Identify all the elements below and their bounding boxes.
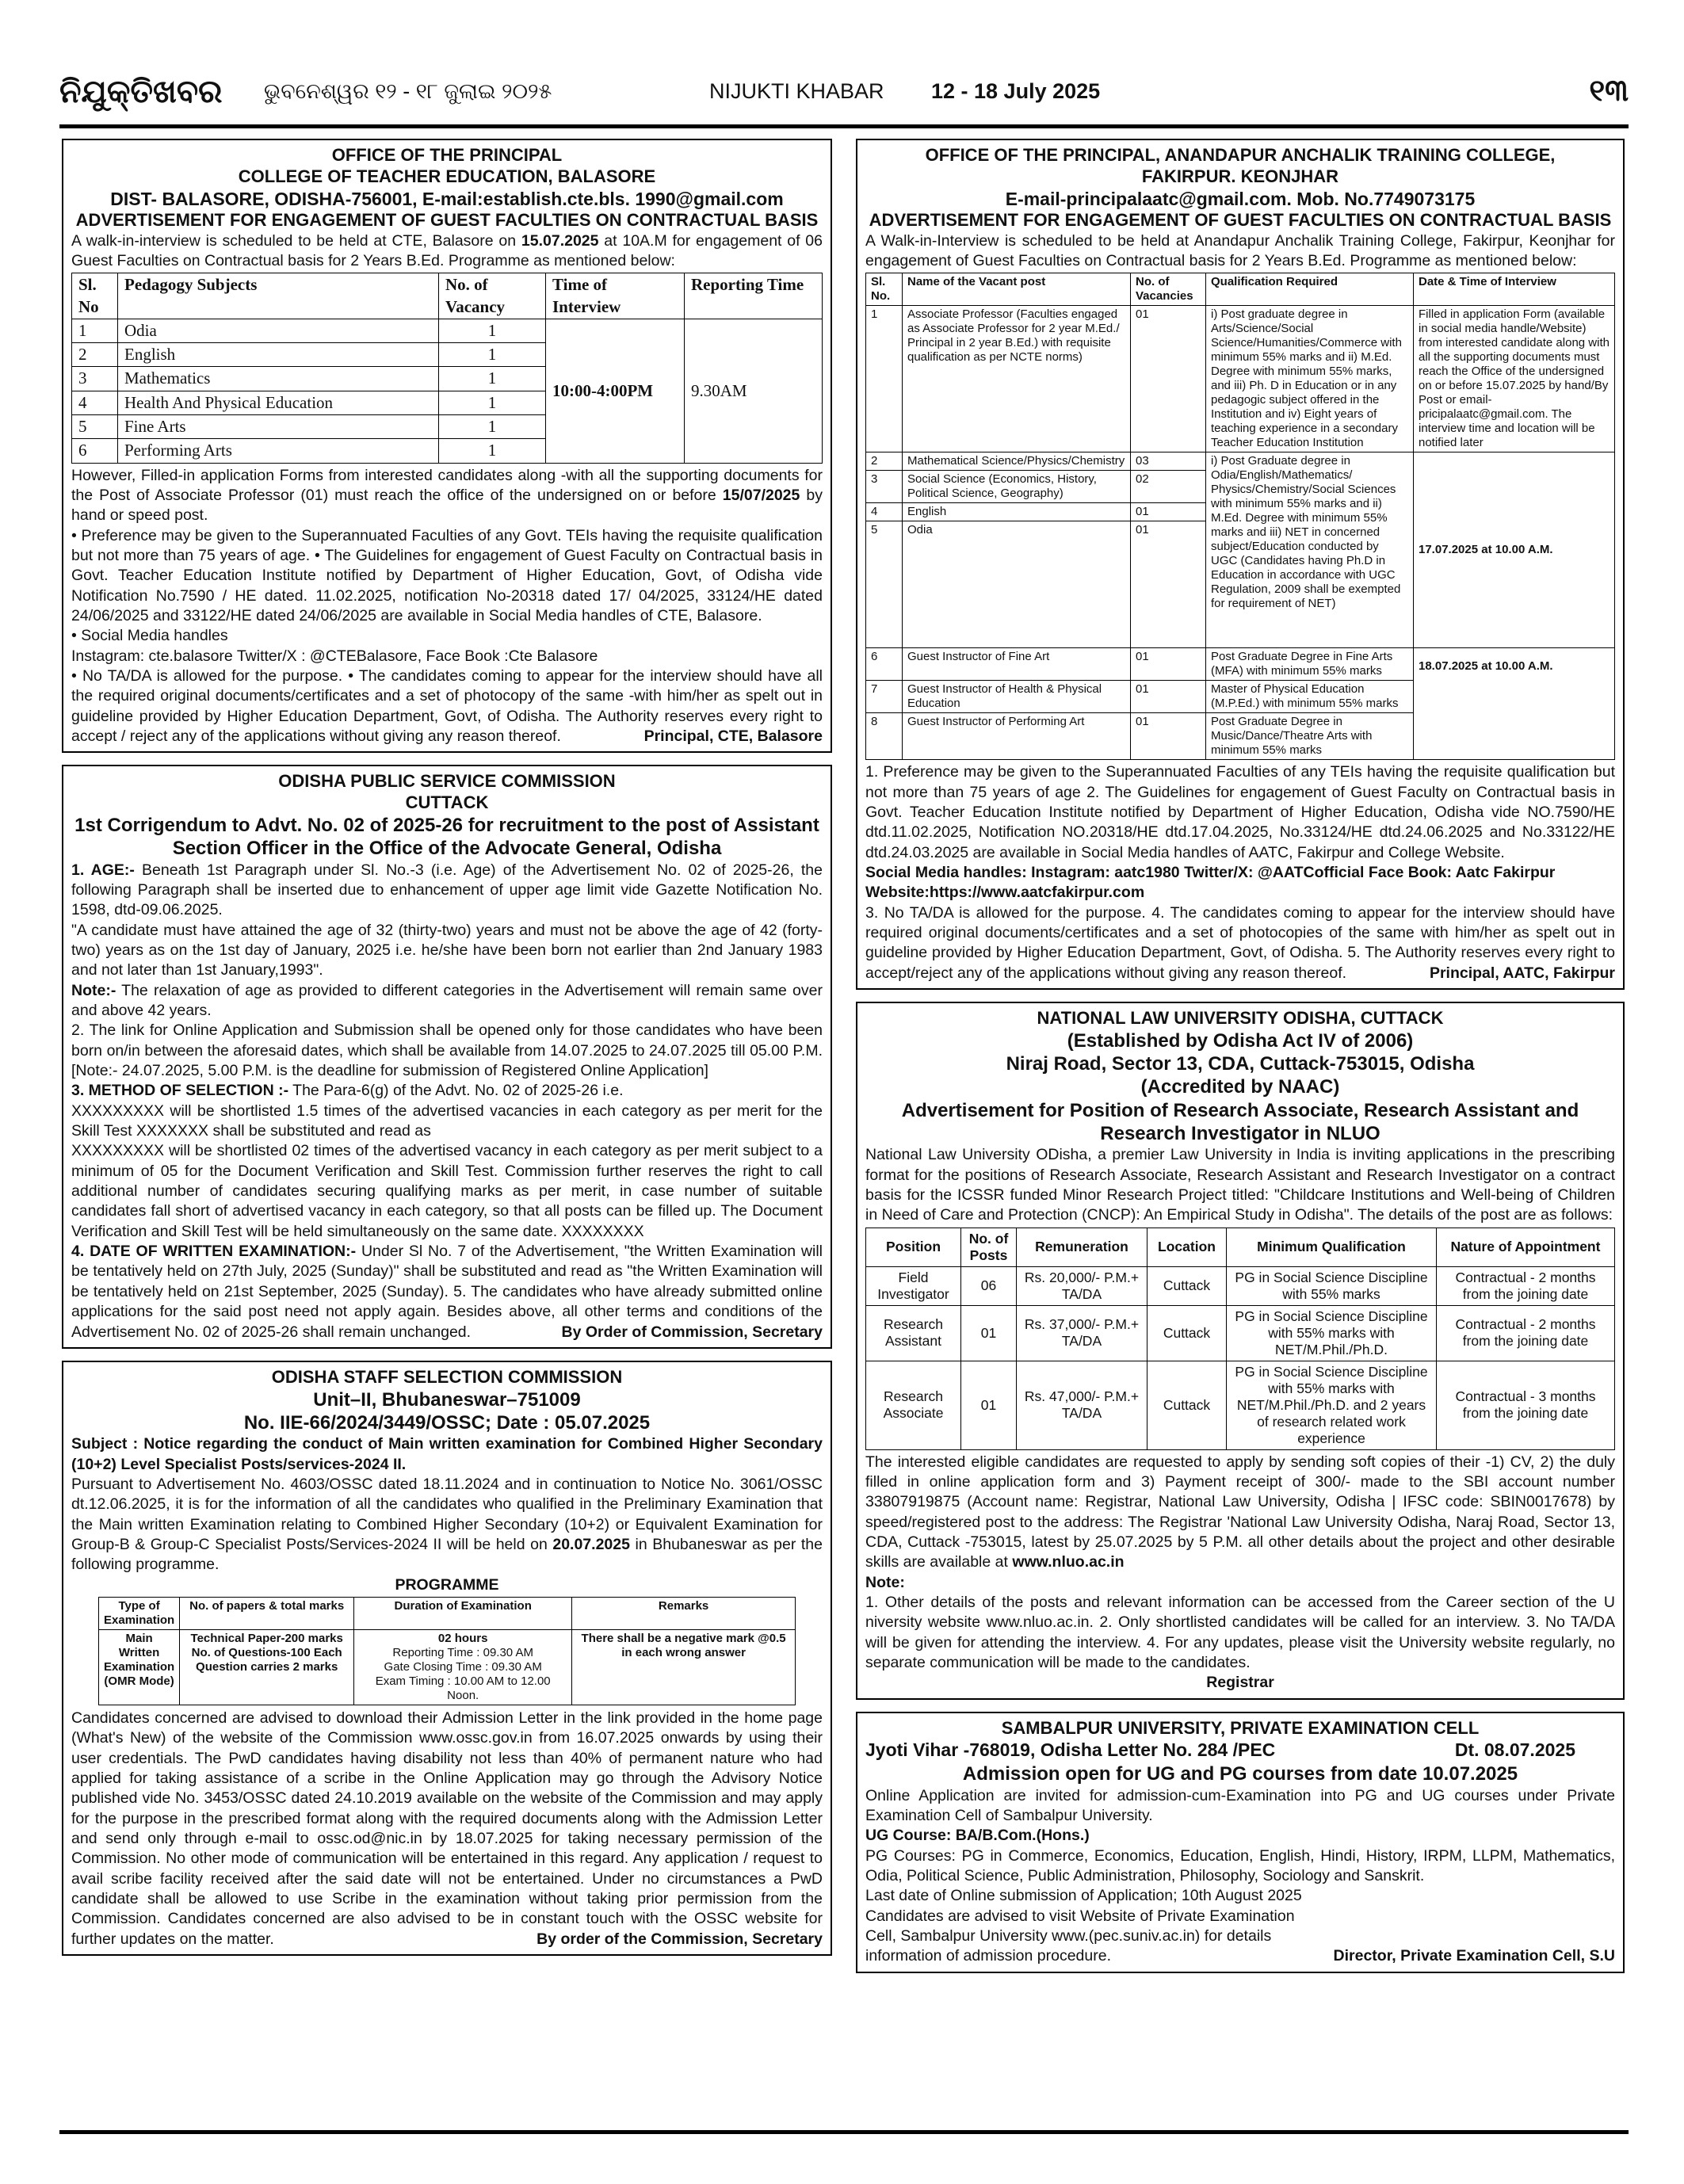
ossc-signature: By order of the Commission, Secretary <box>537 1930 823 1948</box>
cte-intro-a: A walk-in-interview is scheduled to be held at CTE, Balasore on <box>71 231 521 250</box>
opsc-sel-label: 3. METHOD OF SELECTION :- <box>71 1082 289 1100</box>
cte-signature: Principal, CTE, Balasore <box>643 727 823 746</box>
cell-sl: 1 <box>866 306 903 452</box>
cell-qualification: i) Post graduate degree in Arts/Science/Social Science/Humanities/Commerce with minimum 55% marks and ii) M.Ed. Degree with minimum 55% marks, and iii) Ph. D in Education or in any pedagogic subject offered in the Institution and iv) Eight years of teaching experience in a secondary Teacher Education Institution <box>1206 306 1414 452</box>
aatc-advertisement <box>856 139 1625 990</box>
th-qualification: Qualification Required <box>1206 273 1414 306</box>
cell-date: 18.07.2025 at 10.00 A.M. <box>1414 648 1615 760</box>
nluo-para-2 <box>865 1453 1615 1573</box>
cell-vacancy: 01 <box>1131 306 1206 452</box>
cell-vacancy: 1 <box>439 343 546 367</box>
cell-vacancy: 02 <box>1131 471 1206 503</box>
cell-duration <box>354 1629 572 1705</box>
cell-papers: Technical Paper-200 marks No. of Questions-100 Each Question carries 2 marks <box>180 1629 354 1705</box>
su-letter-no: Jyoti Vihar -768019, Odisha Letter No. 284 /PEC <box>865 1739 1276 1761</box>
su-p4: information of admission procedure. <box>865 1947 1111 1965</box>
th-papers: No. of papers & total marks <box>180 1597 354 1629</box>
cte-intro-b: at 10A.M for engagement of 06 Guest Faculties on Contractual basis for 2 Years B.Ed. Programme as mentioned below: <box>71 231 823 269</box>
su-letter-date: Dt. 08.07.2025 <box>1454 1739 1575 1761</box>
newspaper-title: NIJUKTI KHABAR <box>709 79 884 103</box>
cell-sl: 4 <box>866 503 903 521</box>
odia-date: ଭୁବନେଶ୍ୱର ୧୨ - ୧୮ ଜୁଲାଇ ୨୦୨୫ <box>264 79 552 103</box>
masthead <box>59 73 1629 128</box>
ossc-heading-1: ODISHA STAFF SELECTION COMMISSION <box>271 1366 623 1387</box>
th-duration: Duration of Examination <box>354 1597 572 1629</box>
opsc-age-label: 1. AGE:- <box>71 861 135 879</box>
cell-qualification: i) Post Graduate degree in Odia/English/Mathematics/ Physics/Chemistry/Social Sciences with minimum 55% marks and ii) M.Ed. Degree with minimum 55% marks and iii) NET in concerned subject/Education conducted by UGC (Candidates having Ph.D in Education in accordance with UGC Regulation, 2009 shall be exempted for requirement of NET) <box>1206 452 1414 648</box>
opsc-para-2: 2. The link for Online Application and Submission shall be opened only for those candidates who have been born on/in between the aforesaid dates, which shall be available from 14.07.2025 to 24.07.2025 till 05.00 P.M. [Note:- 24.07.2025, 5.00 P.M. is the deadline for submission of Registered Online Application] <box>71 1021 823 1080</box>
cte-p1b: by hand or speed post. <box>71 486 823 525</box>
cell-qualification: PG in Social Science Discipline with 55% marks <box>1227 1266 1437 1305</box>
cell-post: English <box>903 503 1131 521</box>
th-location: Location <box>1147 1228 1227 1266</box>
cell-subject: Mathematics <box>118 367 439 391</box>
aatc-social: Social Media handles: Instagram: aatc1980 Twitter/X: @AATCofficial Face Book: Aatc Fakirpur Website:https://www.aatcfakirpur.com <box>865 863 1556 902</box>
cell-vacancy: 01 <box>1131 648 1206 681</box>
nluo-heading-1: NATIONAL LAW UNIVERSITY ODISHA, CUTTACK <box>1037 1008 1444 1028</box>
th-time: Time of Interview <box>546 273 685 319</box>
cell-sl: 6 <box>866 648 903 681</box>
cell-subject: Performing Arts <box>118 439 439 463</box>
table-row <box>866 452 1615 471</box>
cell-qualification: Master of Physical Education (M.P.Ed.) with minimum 55% marks <box>1206 681 1414 713</box>
gate-closing-time: Gate Closing Time : 09.30 AM <box>384 1659 542 1674</box>
page-number: ୧୩ <box>1589 74 1629 108</box>
nluo-p2a: The interested eligible candidates are requested to apply by sending soft copies of their -1) CV, 2) the duly filled in online application form and 3) Payment receipt of 300/- made to the SBI account number 33807919875 (Account name: Registrar, National Law University, Odisha | IFSC code: SBIN0017678) by speed/registered post to the address: The Registrar 'National Law University Odisha, Naraj Road, Sector 13, CDA, Cuttack -753015, latest by 25.07.2025 by 5 P.M. all other details about the project and other desirable skills are available at <box>865 1453 1615 1571</box>
cte-intro <box>71 231 823 272</box>
footer-rule <box>59 2130 1629 2134</box>
cell-vacancy: 01 <box>1131 521 1206 648</box>
aatc-intro: A Walk-in-Interview is scheduled to be held at Anandapur Anchalik Training College, Fakirpur, Keonjhar for engagement of Guest Faculties on Contractual basis for 2 Years B.Ed. Programme as mentioned below: <box>865 231 1615 269</box>
su-para-3: Cell, Sambalpur University www.(pec.suniv.ac.in) for details <box>865 1927 1272 1945</box>
table-row <box>866 1266 1615 1305</box>
ossc-p1b: in Bhubaneswar as per the following programme. <box>71 1535 823 1574</box>
opsc-date-label: 4. DATE OF WRITTEN EXAMINATION:- <box>71 1243 357 1261</box>
opsc-advertisement <box>62 765 832 1348</box>
cell-post: Associate Professor (Faculties engaged as Associate Professor for 2 year M.Ed./ Principal in 2 year B.Ed.) with requisite qualification as per NCTE norms) <box>903 306 1131 452</box>
cell-posts: 01 <box>961 1361 1017 1449</box>
aatc-ad-title: ADVERTISEMENT FOR ENGAGEMENT OF GUEST FACULTIES ON CONTRACTUAL BASIS <box>869 209 1612 230</box>
cell-sl: 3 <box>866 471 903 503</box>
table-row <box>866 1361 1615 1449</box>
nluo-heading-4: (Accredited by NAAC) <box>1140 1076 1340 1098</box>
cell-sl: 2 <box>72 343 118 367</box>
duration-title: 02 hours <box>437 1631 488 1645</box>
cell-type: Main Written Examination (OMR Mode) <box>99 1629 180 1705</box>
cell-post: Social Science (Economics, History, Political Science, Geography) <box>903 471 1131 503</box>
cell-sl: 7 <box>866 681 903 713</box>
cell-location: Cuttack <box>1147 1361 1227 1449</box>
cell-sl: 2 <box>866 452 903 471</box>
reporting-time: Reporting Time : 09.30 AM <box>392 1645 533 1659</box>
th-position: Position <box>866 1228 961 1266</box>
ossc-subject: Subject : Notice regarding the conduct of Main written examination for Combined Higher Secondary (10+2) Level Specialist Posts/services-2024 II. <box>71 1435 823 1473</box>
cell-vacancy: 1 <box>439 439 546 463</box>
table-row <box>72 319 823 342</box>
cell-position: Research Assistant <box>866 1305 961 1361</box>
cell-vacancy: 01 <box>1131 681 1206 713</box>
cte-p1a: However, Filled-in application Forms from interested candidates along -with all the supporting documents for the Post of Associate Professor (01) must reach the office of the undersigned on or before <box>71 466 823 504</box>
th-reporting: Reporting Time <box>685 273 823 319</box>
su-heading-2 <box>865 1739 1615 1762</box>
su-para-4 <box>865 1946 1615 1966</box>
opsc-selection-2: XXXXXXXXX will be shortlisted 1.5 times of the advertised vacancies in each category as per merit for the Skill Test XXXXXXX shall be substituted and read as <box>71 1102 823 1140</box>
cell-location: Cuttack <box>1147 1305 1227 1361</box>
cell-vacancy: 1 <box>439 391 546 414</box>
opsc-signature: By Order of Commission, Secretary <box>561 1323 823 1341</box>
opsc-selection-3: XXXXXXXXX will be shortlisted 02 times of the advertised vacancy in each category as per merit subject to a minimum of 05 for the Document Verification and Skill Test. Commission further reserves the right to call additional number of candidates securing qualifying marks as per merit, in case number of suitable candidates fall short of advertised vacancy in each category, so that all posts can be filled up. The Document Verification and Skill Test will be held simultaneously on the same date. XXXXXXXX <box>71 1142 823 1240</box>
ossc-programme-table <box>98 1597 796 1705</box>
cte-para-1 <box>71 466 823 526</box>
cte-para-2: • Preference may be given to the Superannuated Faculties of any Govt. TEIs having the requisite qualification but not more than 75 years of age. • The Guidelines for engagement of Guest Faculty on Contractual basis in Govt. Teacher Education Institute notified by Department of Higher Education, Govt, of Odisha vide Notification No.7590 / HE dated. 11.02.2025, notification No-20318 dated 17/ 04/2025, 33124/HE dated 24/06/2025 and 33122/HE dated 24/06/2025 are available in Social Media handles of CTE, Balasore. <box>71 526 823 624</box>
th-posts: No. of Posts <box>961 1228 1017 1266</box>
aatc-heading-1: OFFICE OF THE PRINCIPAL, ANANDAPUR ANCHALIK TRAINING COLLEGE, <box>925 145 1556 165</box>
opsc-age-text: Beneath 1st Paragraph under Sl. No.-3 (i.e. Age) of the Advertisement No. 02 of 2025-26, the following Paragraph shall be inserted due to enhancement of upper age limit vide Gazette Notification No. 1598, dtd-09.06.2025. <box>71 861 823 919</box>
th-vacancy: No. of Vacancy <box>439 273 546 319</box>
nluo-note-label: Note: <box>865 1573 905 1591</box>
su-heading-1: SAMBALPUR UNIVERSITY, PRIVATE EXAMINATION CELL <box>1001 1717 1480 1738</box>
th-type: Type of Examination <box>99 1597 180 1629</box>
nluo-signature: Registrar <box>1206 1674 1274 1692</box>
th-date: Date & Time of Interview <box>1414 273 1615 306</box>
cte-para-5 <box>71 666 823 746</box>
cell-nature: Contractual - 2 months from the joining date <box>1437 1266 1615 1305</box>
nluo-advertisement <box>856 1002 1625 1700</box>
cell-sl: 6 <box>72 439 118 463</box>
su-pg: PG Courses: PG in Commerce, Economics, Education, English, Hindi, History, IRPM, LLPM, Mathematics, Odia, Political Science, Public Administration, Philosophy, Sociology and Sanskrit. <box>865 1846 1615 1885</box>
th-remuneration: Remuneration <box>1017 1228 1147 1266</box>
cell-reporting: 9.30AM <box>685 319 823 463</box>
cte-address: DIST- BALASORE, ODISHA-756001, E-mail:establish.cte.bls. 1990@gmail.com <box>110 188 784 209</box>
aatc-p3: 3. No TA/DA is allowed for the purpose. 4. The candidates coming to appear for the interview should have required original documents/certificates and a set of photocopies of the same with him/her as spelt out in guideline provided by Higher Education Department, Govt, of Odisha. 5. The Authority reserves every right to accept/reject any of the applications without giving any reason thereof. <box>865 903 1615 982</box>
cell-subject: Fine Arts <box>118 415 439 439</box>
th-post: Name of the Vacant post <box>903 273 1131 306</box>
cell-location: Cuttack <box>1147 1266 1227 1305</box>
right-column <box>856 139 1625 1985</box>
su-last-date: Last date of Online submission of Application; 10th August 2025 <box>865 1887 1302 1905</box>
th-sl: Sl. No <box>72 273 118 319</box>
cte-vacancy-table <box>71 273 823 463</box>
th-qualification: Minimum Qualification <box>1227 1228 1437 1266</box>
issue-date: 12 - 18 July 2025 <box>931 79 1101 103</box>
cell-qualification: PG in Social Science Discipline with 55% marks with NET/M.Phil./Ph.D. and 2 years of research related work experience <box>1227 1361 1437 1449</box>
nluo-para-3: 1. Other details of the posts and relevant information can be accessed from the Career section of the U niversity website www.nluo.ac.in. 2. Only shortlisted candidates will be called for an interview. 3. No TA/DA will be given for attending the interview. 4. For any updates, please visit the University website regularly, no separate communication will be made to the candidates. <box>865 1593 1615 1671</box>
newspaper-logo: ନିଯୁକ୍ତିଖବର <box>59 74 223 109</box>
aatc-signature: Principal, AATC, Fakirpur <box>1429 964 1615 982</box>
nluo-heading-3: Niraj Road, Sector 13, CDA, Cuttack-753015, Odisha <box>1006 1053 1475 1075</box>
cell-posts: 01 <box>961 1305 1017 1361</box>
cell-vacancy: 1 <box>439 367 546 391</box>
cell-remarks: There shall be a negative mark @0.5 in each wrong answer <box>572 1629 796 1705</box>
table-row <box>866 1305 1615 1361</box>
cell-post: Guest Instructor of Performing Art <box>903 713 1131 760</box>
nluo-website[interactable]: www.nluo.ac.in <box>1012 1553 1125 1571</box>
aatc-para-1: 1. Preference may be given to the Superannuated Faculties of any TEIs having the requisite qualification but not more than 75 years of age 2. The Guidelines for engagement of Guest Faculty on Contractual basis in Govt. Teacher Education Institute notified by Department of Higher Education, Odisha vide NO.7590/HE dtd.11.02.2025, Notification NO.20318/HE dtd.17.04.2025, No.33124/HE dtd.24.06.2025 and No.33122/HE dtd.24.03.2025 are available in Social Media handles of AATC, Fakirpur and College Website. <box>865 763 1615 861</box>
cell-nature: Contractual - 2 months from the joining date <box>1437 1305 1615 1361</box>
cell-nature: Contractual - 3 months from the joining date <box>1437 1361 1615 1449</box>
opsc-age <box>71 861 823 921</box>
opsc-note-text: The relaxation of age as provided to different categories in the Advertisement will remain same over and above 42 years. <box>71 981 823 1019</box>
cell-remuneration: Rs. 37,000/- P.M.+ TA/DA <box>1017 1305 1147 1361</box>
cell-sl: 3 <box>72 367 118 391</box>
cell-vacancy: 01 <box>1131 503 1206 521</box>
cte-ad-title: ADVERTISEMENT FOR ENGAGEMENT OF GUEST FACULTIES ON CONTRACTUAL BASIS <box>75 209 819 230</box>
cte-heading-1: OFFICE OF THE PRINCIPAL <box>331 145 563 165</box>
ossc-para-2 <box>71 1709 823 1949</box>
cell-subject: English <box>118 343 439 367</box>
cell-qualification: Post Graduate Degree in Music/Dance/Theatre Arts with minimum 55% marks <box>1206 713 1414 760</box>
cell-vacancy: 1 <box>439 319 546 342</box>
ossc-advertisement <box>62 1361 832 1956</box>
cell-sl: 5 <box>866 521 903 648</box>
ossc-p1a: Pursuant to Advertisement No. 4603/OSSC dated 18.11.2024 and in continuation to Notice No. 3061/OSSC dt.12.06.2025, it is for the information of all the candidates who qualified in the Preliminary Examination that the Main written Examination relating to Combined Higher Secondary (10+2) or Equivalent Examination for Group-B & Group-C Specialist Posts/Services-2024 II will be held on <box>71 1475 823 1553</box>
nluo-heading-2: (Established by Odisha Act IV of 2006) <box>1067 1029 1414 1052</box>
exam-timing: Exam Timing : 10.00 AM to 12.00 Noon. <box>375 1674 551 1702</box>
th-nature: Nature of Appointment <box>1437 1228 1615 1266</box>
su-heading-3: Admission open for UG and PG courses from date 10.07.2025 <box>962 1763 1518 1785</box>
cell-vacancy: 03 <box>1131 452 1206 471</box>
cell-subject: Health And Physical Education <box>118 391 439 414</box>
cell-position: Field Investigator <box>866 1266 961 1305</box>
th-sl: Sl. No. <box>866 273 903 306</box>
opsc-selection <box>71 1081 823 1101</box>
table-row <box>99 1629 796 1705</box>
cell-vacancy: 1 <box>439 415 546 439</box>
cell-date: Filled in application Form (available in social media handle/Website) from interested candidate along with all the supporting documents must reach the Office of the undersigned on or before 15.07.2025 by hand/By Post or email-pricipalaatc@gmail.com. The interview time and location will be notified later <box>1414 306 1615 452</box>
table-row <box>866 306 1615 452</box>
cell-remuneration: Rs. 47,000/- P.M.+ TA/DA <box>1017 1361 1147 1449</box>
cell-remuneration: Rs. 20,000/- P.M.+ TA/DA <box>1017 1266 1147 1305</box>
nluo-para-1: National Law University ODisha, a premier Law University in India is inviting applications in the prescribing format for the positions of Research Associate, Research Assistant and Research Investigator on a contract basis for the ICSSR funded Minor Research Project titled: "Childcare Institutions and Well-being of Children in Need of Care and Protection (CNCP): An Empirical Study in Odisha". The details of the post are as follows: <box>865 1146 1615 1224</box>
ossc-programme-title: PROGRAMME <box>395 1575 499 1594</box>
ossc-para-1 <box>71 1475 823 1575</box>
cte-p5: • No TA/DA is allowed for the purpose. • The candidates coming to appear for the interview should have all the required original documents/certificates and a set of photocopy of the same -with him/her as spelt out in guideline provided by Higher Education Department, Govt, of Odisha. The Authority reserves every right to accept / reject any of the applications without giving any reason thereof. <box>71 667 823 746</box>
cte-advertisement <box>62 139 832 753</box>
su-para-2: Candidates are advised to visit Website of Private Examination <box>865 1907 1295 1925</box>
opsc-note <box>71 981 823 1021</box>
cte-p1-date: 15/07/2025 <box>722 486 800 504</box>
opsc-heading-1: ODISHA PUBLIC SERVICE COMMISSION <box>278 771 616 792</box>
opsc-date-text: Under Sl No. 7 of the Advertisement, "the Written Examination will be tentatively held on 27th July, 2025 (Sunday)" shall be substituted and read as "the Written Examination will be tentatively held on 21st September, 2025 (Sunday). 5. The candidates who have already submitted online applications for the said post need not apply again. Besides above, all other terms and conditions of the Advertisement No. 02 of 2025-26 shall remain unchanged. <box>71 1243 823 1341</box>
th-remarks: Remarks <box>572 1597 796 1629</box>
cell-sl: 4 <box>72 391 118 414</box>
su-ug: UG Course: BA/B.Com.(Hons.) <box>865 1827 1090 1845</box>
cte-para-3: • Social Media handles <box>71 627 228 645</box>
opsc-quote: "A candidate must have attained the age of 32 (thirty-two) years and must not be above the age of 42 (forty-two) years as on the 1st day of January, 2025 i.e. he/she have been born not earlier than 2nd January 1983 and not later than 1st January,1993". <box>71 921 823 979</box>
ossc-heading-3: No. IIE-66/2024/3449/OSSC; Date : 05.07.2025 <box>243 1411 651 1434</box>
cell-post: Guest Instructor of Health & Physical Education <box>903 681 1131 713</box>
su-signature: Director, Private Examination Cell, S.U <box>1333 1947 1615 1965</box>
table-row <box>866 648 1615 681</box>
su-advertisement <box>856 1712 1625 1973</box>
opsc-heading-2: CUTTACK <box>405 792 489 813</box>
opsc-sel-text: The Para-6(g) of the Advt. No. 02 of 2025-26 i.e. <box>288 1082 624 1100</box>
cell-date: 17.07.2025 at 10.00 A.M. <box>1414 452 1615 648</box>
cell-post: Mathematical Science/Physics/Chemistry <box>903 452 1131 471</box>
cell-sl: 1 <box>72 319 118 342</box>
cell-position: Research Associate <box>866 1361 961 1449</box>
cell-vacancy: 01 <box>1131 713 1206 760</box>
cell-subject: Odia <box>118 319 439 342</box>
nluo-heading-5: Advertisement for Position of Research Associate, Research Assistant and Research Investigator in NLUO <box>901 1099 1579 1144</box>
ossc-p1-date: 20.07.2025 <box>552 1535 630 1553</box>
cell-sl: 8 <box>866 713 903 760</box>
cell-post: Odia <box>903 521 1131 648</box>
th-subject: Pedagogy Subjects <box>118 273 439 319</box>
opsc-heading-3: 1st Corrigendum to Advt. No. 02 of 2025-26 for recruitment to the post of Assistant Section Officer in the Office of the Advocate General, Odisha <box>74 815 819 860</box>
cte-heading-2: COLLEGE OF TEACHER EDUCATION, BALASORE <box>238 166 656 186</box>
cell-qualification: Post Graduate Degree in Fine Arts (MFA) with minimum 55% marks <box>1206 648 1414 681</box>
cell-sl: 5 <box>72 415 118 439</box>
aatc-heading-2: FAKIRPUR. KEONJHAR <box>1141 166 1339 186</box>
cell-posts: 06 <box>961 1266 1017 1305</box>
aatc-contact: E-mail-principalaatc@gmail.com. Mob. No.7749073175 <box>1005 188 1476 209</box>
opsc-note-label: Note:- <box>71 981 116 999</box>
aatc-vacancy-table <box>865 273 1615 760</box>
cte-social: Instagram: cte.balasore Twitter/X : @CTEBalasore, Face Book :Cte Balasore <box>71 647 598 665</box>
cell-qualification: PG in Social Science Discipline with 55% marks with NET/M.Phil./Ph.D. <box>1227 1305 1437 1361</box>
su-para-1: Online Application are invited for admission-cum-Examination into PG and UG courses under Private Examination Cell of Sambalpur University. <box>865 1786 1615 1824</box>
aatc-para-3 <box>865 903 1615 983</box>
ossc-p2: Candidates concerned are advised to download their Admission Letter in the link provided in the home page (What's New) of the website of the Commission www.ossc.gov.in from 16.07.2025 onwards by using their user credentials. The PwD candidates having disability not less than 40% of permanent nature who had applied for taking assistance of a scribe in the Online Application may go through the Advisory Notice published vide No. 3453/OSSC dated 24.10.2019 available on the website of the Commission and may apply for the purpose in the prescribed format along with the required documents along with the Admission Letter and send only through e-mail to ossc.od@nic.in by 18.07.2025 for taking necessary permission of the Commission. No other mode of communication will be entertained in this regard. Any application / request to avail scribe facility received after the said date will not be entertained. Under no circumstances a PwD candidate shall be allowed to use Scribe in the examination without taking prior permission from the Commission. Candidates concerned are also advised to be in constant touch with the OSSC website for further updates on the matter. <box>71 1709 823 1948</box>
opsc-exam-date <box>71 1242 823 1342</box>
cte-intro-date: 15.07.2025 <box>521 231 599 250</box>
nluo-position-table <box>865 1228 1615 1450</box>
cell-time: 10:00-4:00PM <box>546 319 685 463</box>
cell-post: Guest Instructor of Fine Art <box>903 648 1131 681</box>
ossc-heading-2: Unit–II, Bhubaneswar–751009 <box>313 1388 581 1411</box>
left-column <box>62 139 832 1968</box>
th-vacancies: No. of Vacancies <box>1131 273 1206 306</box>
